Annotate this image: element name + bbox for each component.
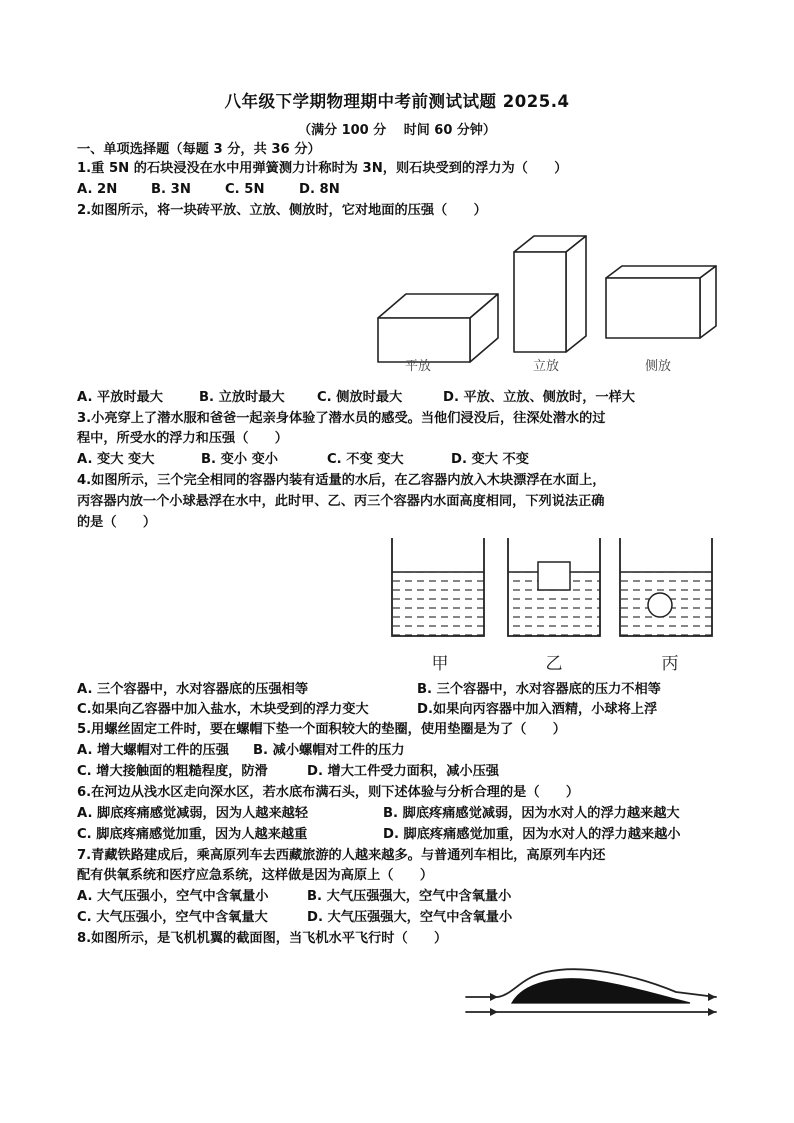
section-heading: 一、单项选择题（每题 3 分，共 36 分） [77,142,321,157]
q6-options-ab [77,804,680,824]
q7-options-cd [77,908,512,928]
brick-flat [378,294,498,362]
q7-options-ab [77,887,511,907]
suspended-ball [648,593,672,617]
label-yi: 乙 [545,654,563,674]
q4-options-cd [77,700,657,720]
q4-option-b: B. 三个容器中，水对容器底的压力不相等 [417,682,661,697]
container-jia [392,538,484,636]
q3-option-a: A. 变大 变大 [77,452,155,467]
q6-stem: 6.在河边从浅水区走向深水区，若水底布满石头，则下述体验与分析合理的是（ ） [77,785,580,800]
page-title: 八年级下学期物理期中考前测试试题 2025.4 [224,92,570,111]
q3-option-b: B. 变小 变小 [201,452,278,467]
q7-stem-2: 配有供氧系统和医疗应急系统，这样做是因为高原上（ ） [77,868,434,883]
brick-figure [370,230,730,380]
q1-options [77,180,340,200]
q7-option-a: A. 大气压强小，空气中含氧量小 [77,889,269,904]
q7-stem-1: 7.青藏铁路建成后，乘高原列车去西藏旅游的人越来越多。与普通列车相比，高原列车内还 [77,848,606,863]
q6-option-d: D. 脚底疼痛感觉加重，因为水对人的浮力越来越小 [383,827,681,842]
q2-options [77,388,635,408]
q8-stem: 8.如图所示，是飞机机翼的截面图，当飞机水平飞行时（ ） [77,931,448,946]
q3-stem-2: 程中，所受水的浮力和压强（ ） [77,431,288,446]
q4-stem-2: 丙容器内放一个小球悬浮在水中，此时甲、乙、丙三个容器内水面高度相同，下列说法正确 [77,494,605,509]
q2-option-b: B. 立放时最大 [199,390,285,405]
q1-stem: 1.重 5N 的石块浸没在水中用弹簧测力计称时为 3N，则石块受到的浮力为（ ） [77,161,568,176]
q2-option-a: A. 平放时最大 [77,390,163,405]
page-subtitle: （满分 100 分 时间 60 分钟） [298,123,496,138]
q7-option-d: D. 大气压强强大，空气中含氧量小 [307,910,513,925]
brick-upright [514,236,586,352]
container-bing [620,538,712,636]
q5-options-ab [77,741,405,761]
wing-profile [512,979,690,1003]
q4-option-a: A. 三个容器中，水对容器底的压强相等 [77,682,309,697]
q1-option-d: D. 8N [299,182,340,197]
floating-wood-block [538,562,570,590]
container-yi [508,538,600,636]
q6-option-b: B. 脚底疼痛感觉减弱，因为水对人的浮力越来越大 [383,806,680,821]
q2-stem: 2.如图所示，将一块砖平放、立放、侧放时，它对地面的压强（ ） [77,203,487,218]
brick-side [606,266,716,338]
wing-cross-section-figure [462,958,724,1030]
q7-option-b: B. 大气压强强大，空气中含氧量小 [307,889,512,904]
q6-option-c: C. 脚底疼痛感觉加重，因为人越来越重 [77,827,308,842]
q5-option-b: B. 减小螺帽对工件的压力 [253,743,405,758]
q1-option-c: C. 5N [225,182,265,197]
arrow-icon [490,993,498,1001]
q5-option-c: C. 增大接触面的粗糙程度，防滑 [77,764,268,779]
q5-options-cd [77,762,499,782]
q4-options-ab [77,680,661,700]
q5-stem: 5.用螺丝固定工件时，要在螺帽下垫一个面积较大的垫圈，使用垫圈是为了（ ） [77,722,566,737]
q3-option-c: C. 不变 变大 [327,452,404,467]
q6-option-a: A. 脚底疼痛感觉减弱，因为人越来越轻 [77,806,309,821]
label-upright: 立放 [532,359,560,374]
arrow-icon [708,1008,716,1016]
q7-option-c: C. 大气压强小，空气中含氧量大 [77,910,268,925]
q3-option-d: D. 变大 不变 [451,452,529,467]
q4-option-d: D.如果向丙容器中加入酒精，小球将上浮 [417,702,658,717]
label-flat: 平放 [404,359,432,374]
q3-stem-1: 3.小亮穿上了潜水服和爸爸一起亲身体验了潜水员的感受。当他们浸没后，往深处潜水的过 [77,411,606,426]
q6-options-cd [77,825,680,845]
q4-option-c: C.如果向乙容器中加入盐水，木块受到的浮力变大 [77,702,369,717]
q2-option-c: C. 侧放时最大 [317,390,403,405]
q2-option-d: D. 平放、立放、侧放时，一样大 [443,390,635,405]
q4-stem-1: 4.如图所示，三个完全相同的容器内装有适量的水后，在乙容器内放入木块漂浮在水面上， [77,473,606,488]
arrow-icon [708,993,716,1001]
label-jia: 甲 [431,654,449,674]
q4-stem-3: 的是（ ） [77,515,157,530]
arrow-icon [490,1008,498,1016]
q5-option-d: D. 增大工件受力面积，减小压强 [307,764,499,779]
q1-option-a: A. 2N [77,182,118,197]
q5-option-a: A. 增大螺帽对工件的压强 [77,743,229,758]
containers-figure [380,532,720,680]
label-bing: 丙 [661,654,679,674]
q3-options [77,450,529,470]
label-side: 侧放 [644,359,672,374]
q1-option-b: B. 3N [151,182,191,197]
